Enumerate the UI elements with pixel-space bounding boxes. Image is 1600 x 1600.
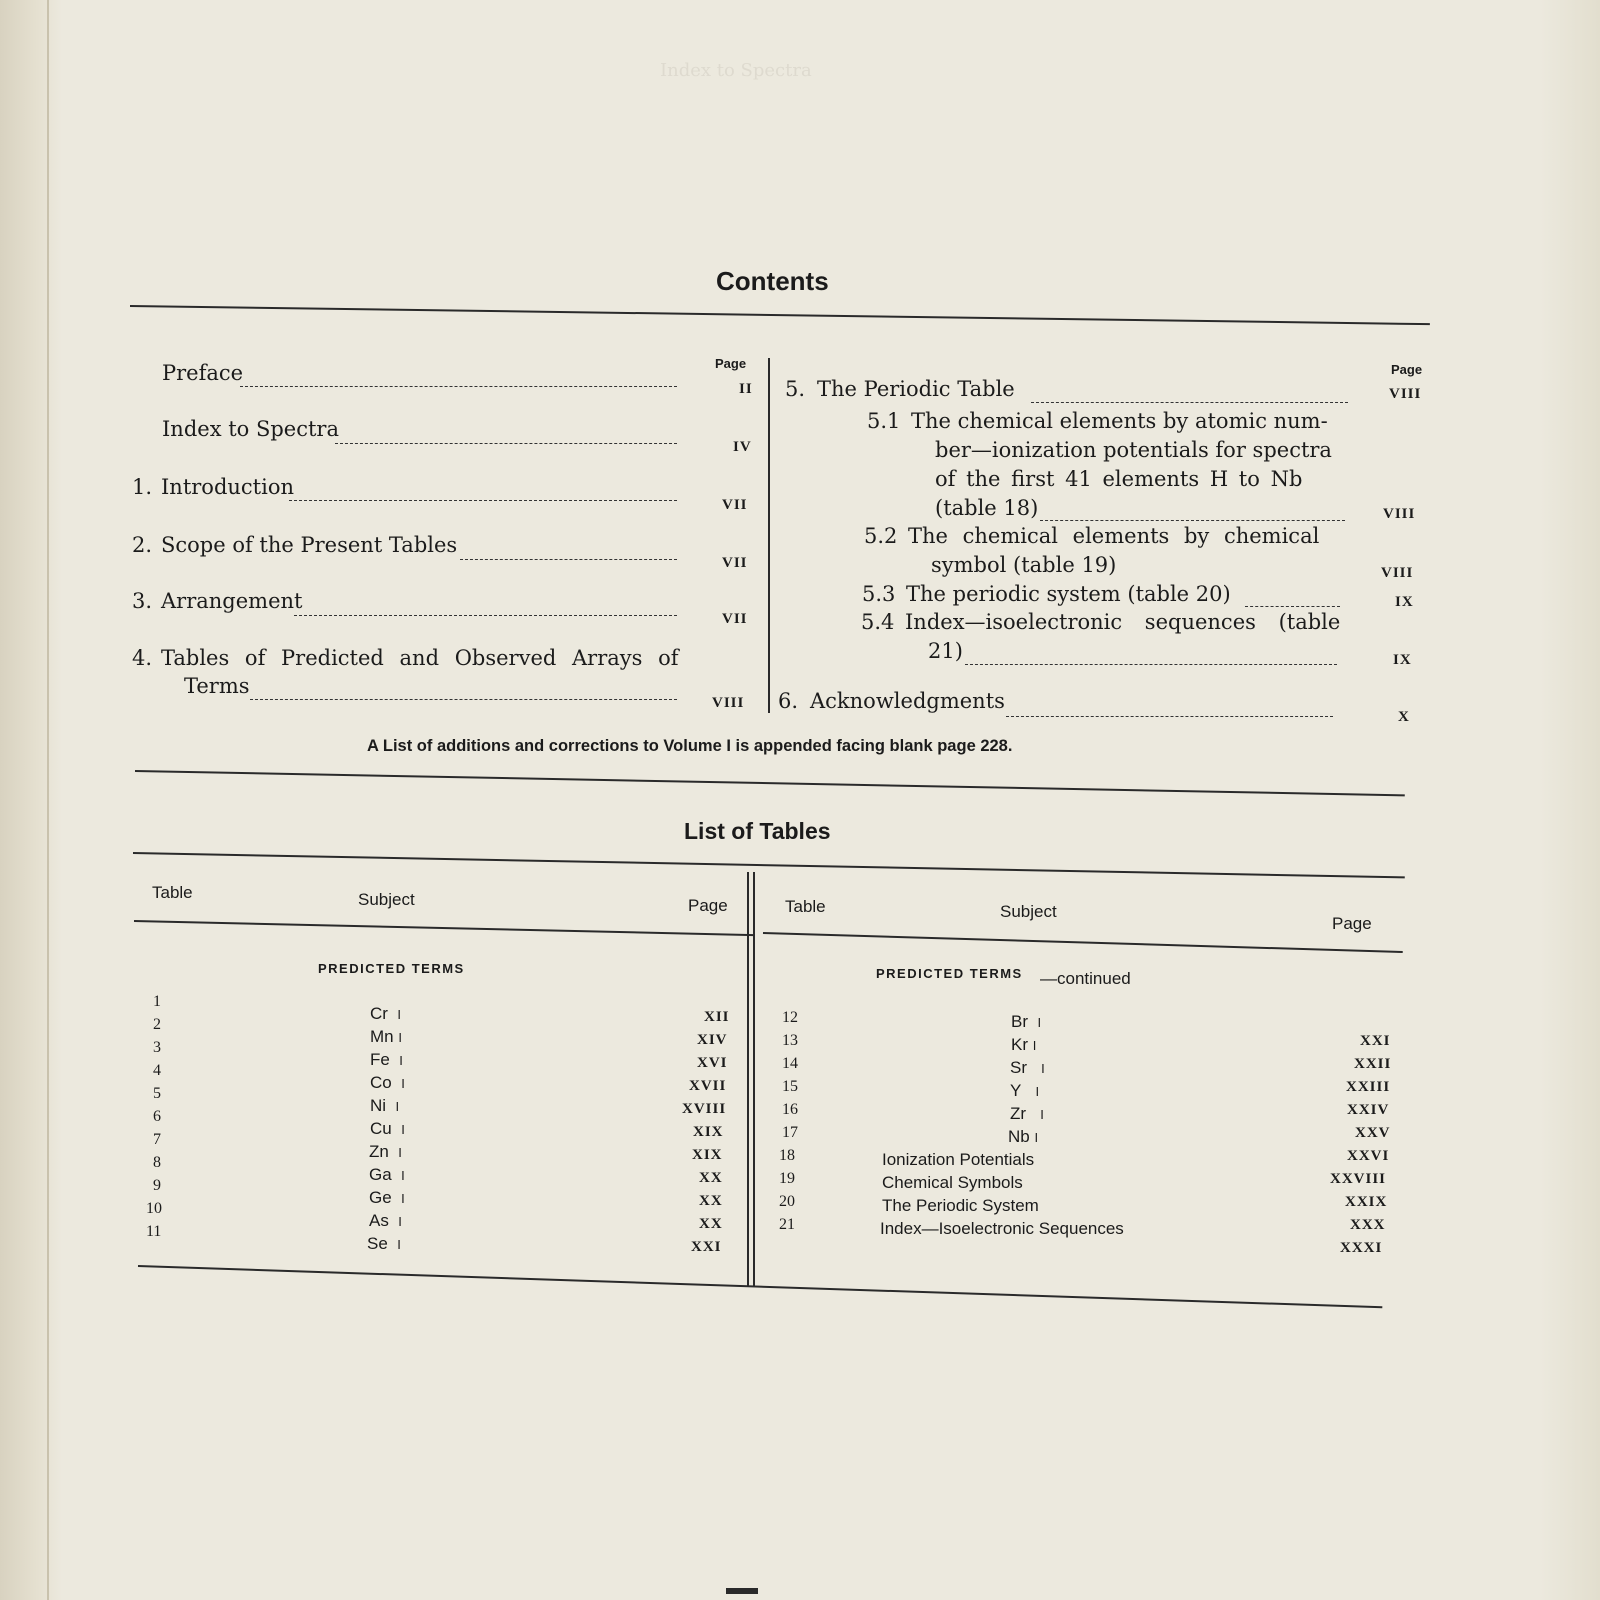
leader-dots [335,443,677,444]
table-number: 13 [782,1032,798,1049]
page-ref: XII [704,1009,730,1025]
page-ref: XXIV [1347,1102,1390,1118]
subject-br: Br I [1011,1012,1042,1031]
subject-se: Se I [367,1234,401,1253]
toc-number: 3. [132,589,153,613]
toc-number: 5. [785,377,806,401]
toc-label-line: of the first 41 elements H to Nb [935,467,1303,491]
toc-number: 2. [132,533,153,557]
table-number: 21 [779,1216,795,1233]
toc-page: VIII [1389,386,1422,402]
leader-dots [460,559,677,560]
page-ref: XVIII [682,1101,727,1117]
table-number: 19 [779,1170,795,1187]
table-number: 20 [779,1193,795,1210]
page-column-header-left: Page [715,356,747,371]
toc-page: II [739,381,753,397]
leader-dots [965,664,1337,665]
page-ref: XXI [1360,1033,1391,1049]
subject-cu: Cu I [370,1119,405,1138]
contents-top-rule [130,305,1430,325]
toc-label: Tables of Predicted and Observed Arrays of [161,646,679,670]
toc-label-line: The chemical elements by chemical [908,524,1320,548]
toc-number: 5.3 [862,582,896,606]
page-ref: XVI [697,1055,728,1071]
section-continued-suffix: —continued [1040,969,1131,988]
contents-bottom-rule [135,770,1405,796]
page-ref: XXV [1355,1125,1391,1141]
toc-page: VIII [712,695,745,711]
toc-label-line: Index—isoelectronic sequences (table [905,610,1341,634]
subject-fe: Fe I [370,1050,403,1069]
page-ref: XX [699,1170,723,1186]
tables-top-rule [133,852,1405,878]
page-column-header-right: Page [1391,362,1423,377]
table-number: 18 [779,1147,795,1164]
corrections-note: A List of additions and corrections to Volume I is appended facing blank page 228. [367,737,1013,755]
toc-page: VII [722,555,748,571]
table-number: 15 [782,1078,798,1095]
tables-bottom-rule [138,1265,1382,1308]
leader-dots [250,699,677,700]
toc-number: 4. [132,646,153,670]
table-number: 7 [153,1131,161,1148]
toc-label: Preface [162,361,244,385]
header-table: Table [152,883,193,902]
header-subject: Subject [358,890,415,909]
toc-number: 5.4 [861,610,895,634]
toc-page: X [1398,709,1410,725]
table-number: 1 [153,993,161,1010]
subject-zr: Zr I [1010,1104,1044,1123]
subject-ge: Ge I [369,1188,405,1207]
page-ref: XXIII [1346,1079,1391,1095]
toc-label: Arrangement [161,589,303,613]
page-ref: XVII [689,1078,727,1094]
table-number: 8 [153,1154,161,1171]
toc-label: Introduction [161,475,294,499]
page-ref: XXVI [1347,1148,1390,1164]
page-ref: XXI [691,1239,722,1255]
page-ref: XXX [1350,1217,1386,1233]
toc-number: 6. [778,689,799,713]
header-page: Page [1332,914,1372,933]
page-edge [47,0,49,1600]
header-page: Page [688,896,728,915]
table-number: 16 [782,1101,798,1118]
subject-kr: Kr I [1011,1035,1037,1054]
page-ref: XIX [692,1147,723,1163]
toc-number: 5.2 [864,524,898,548]
subject-mn: Mn I [370,1027,402,1046]
leader-dots [289,500,677,501]
toc-label: Scope of the Present Tables [161,533,458,557]
toc-label: Acknowledgments [810,689,1005,713]
table-number: 2 [153,1016,161,1033]
subject-zn: Zn I [369,1142,402,1161]
toc-page: IX [1395,594,1414,610]
table-number: 14 [782,1055,798,1072]
contents-title: Contents [716,266,829,296]
page-ref: XXVIII [1330,1171,1387,1187]
table-number: 3 [153,1039,161,1056]
table-number: 4 [153,1062,161,1079]
table-number: 12 [782,1009,798,1026]
toc-label-line: symbol (table 19) [931,553,1117,577]
table-number: 10 [146,1200,162,1217]
section-predicted-terms-continued: PREDICTED TERMS [876,966,1023,981]
toc-label-line: (table 18) [935,496,1039,520]
toc-page: IX [1393,652,1412,668]
header-rule-left [134,920,754,936]
section-predicted-terms: PREDICTED TERMS [318,961,465,976]
toc-page: VII [722,611,748,627]
toc-number: 5.1 [867,409,901,433]
page-ref: XX [699,1216,723,1232]
header-subject: Subject [1000,902,1057,921]
leader-dots [1031,402,1348,403]
page-ref: XXIX [1345,1194,1388,1210]
leader-dots [294,615,677,616]
subject-cr: Cr I [370,1004,402,1023]
contents-divider [768,358,770,713]
toc-page: VII [722,497,748,513]
toc-label-line: The chemical elements by atomic num- [911,409,1328,433]
table-number: 9 [153,1177,161,1194]
toc-label-continued: Terms [184,674,250,698]
toc-number: 1. [132,475,153,499]
toc-label: Index to Spectra [162,417,339,441]
toc-label-line: 21) [928,639,963,663]
subject-ga: Ga I [369,1165,405,1184]
table-number: 11 [146,1223,162,1240]
subject-nb: Nb I [1008,1127,1039,1146]
page-shadow [1540,0,1600,1600]
leader-dots [1040,520,1345,521]
show-through-text: Index to Spectra [660,60,812,81]
subject-chemical-symbols: Chemical Symbols [882,1173,1023,1192]
toc-label-line: The periodic system (table 20) [906,582,1231,606]
page-ref: XXXI [1340,1240,1383,1256]
table-number: 6 [153,1108,161,1125]
leader-dots [240,386,677,387]
header-rule-right [763,932,1403,953]
toc-page: VIII [1381,565,1414,581]
subject-isoelectronic-sequences: Index—Isoelectronic Sequences [880,1219,1124,1238]
subject-periodic-system: The Periodic System [882,1196,1039,1215]
subject-ionization-potentials: Ionization Potentials [882,1150,1035,1169]
page-ref: XIX [693,1124,724,1140]
header-table: Table [785,897,826,916]
subject-co: Co I [370,1073,405,1092]
book-gutter [0,0,62,1600]
subject-sr: Sr I [1010,1058,1045,1077]
page-ref: XX [699,1193,723,1209]
page-ref: XXII [1354,1056,1392,1072]
folio-mark [726,1588,758,1594]
leader-dots [1245,606,1340,607]
toc-page: VIII [1383,506,1416,522]
subject-ni: Ni I [370,1096,400,1115]
subject-y: Y I [1010,1081,1040,1100]
table-number: 5 [153,1085,161,1102]
list-of-tables-title: List of Tables [684,818,831,844]
leader-dots [1006,716,1333,717]
toc-page: IV [733,439,752,455]
toc-label-line: ber—ionization potentials for spectra [935,438,1332,462]
toc-label: The Periodic Table [817,377,1015,401]
subject-as: As I [369,1211,402,1230]
page-ref: XIV [697,1032,728,1048]
table-number: 17 [782,1124,798,1141]
